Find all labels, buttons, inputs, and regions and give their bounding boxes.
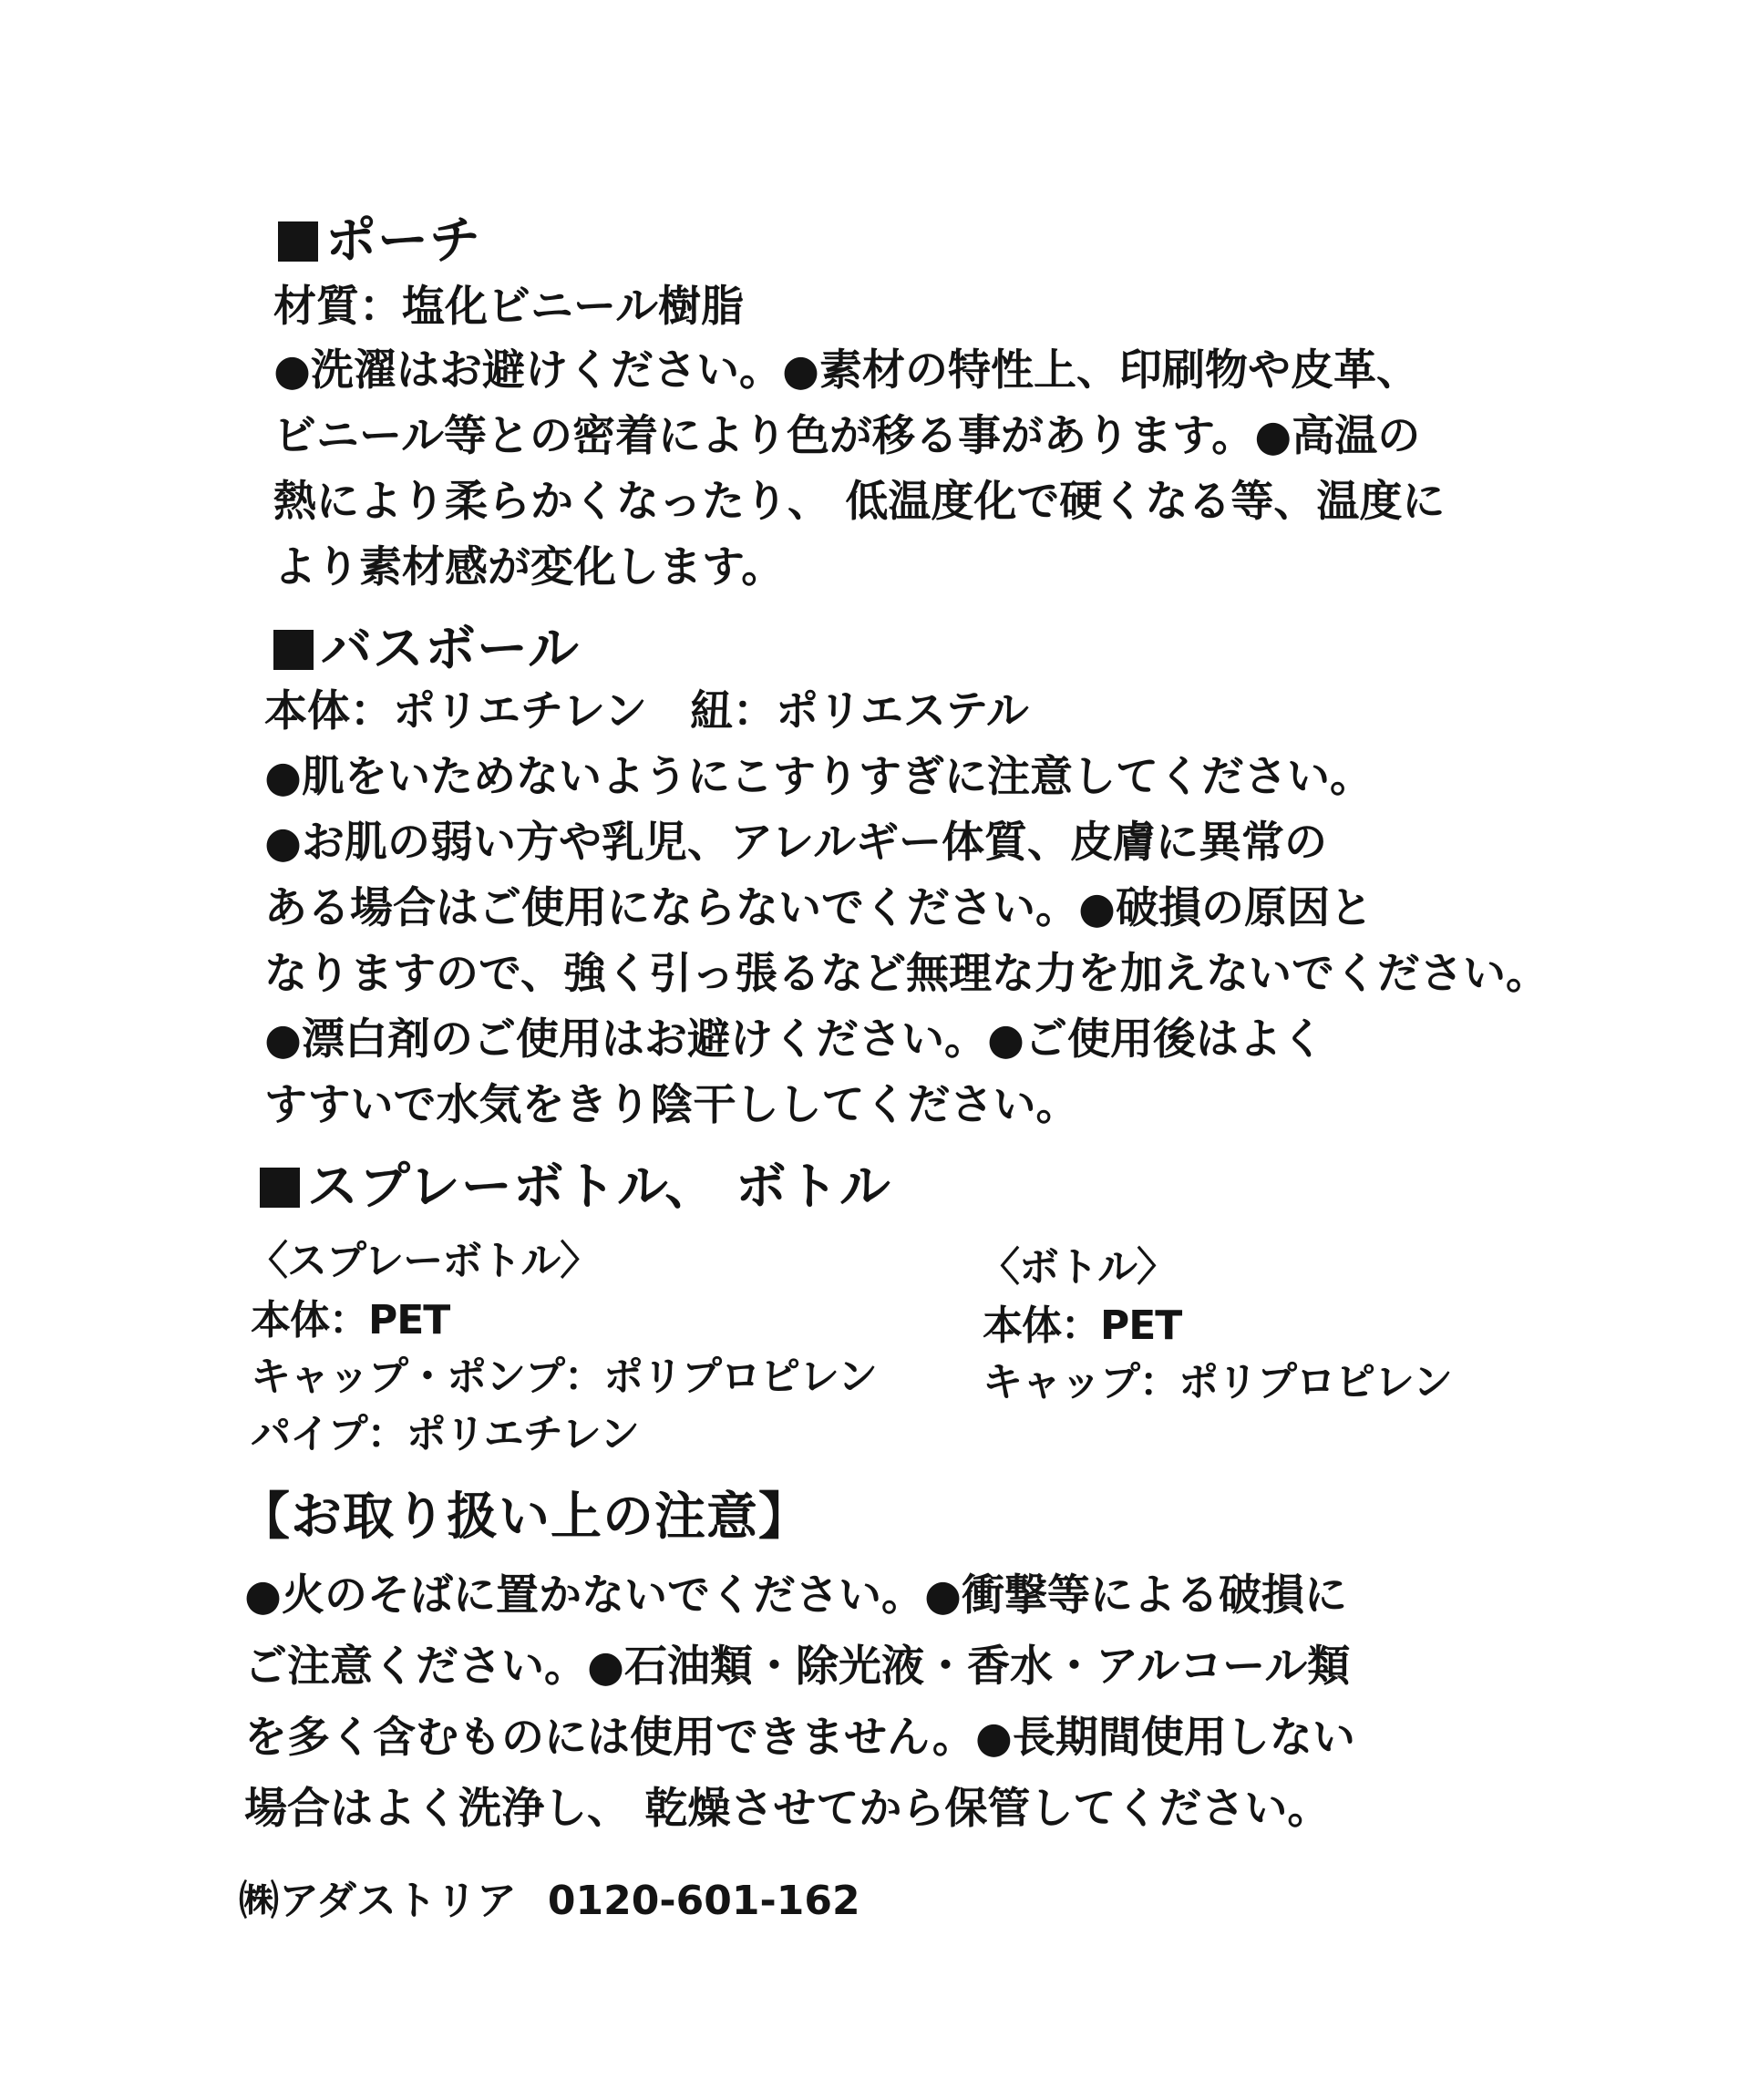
bathball-line-3: ある場合はご使用にならないでください。●破損の原因と [264,883,1374,933]
company-footer [239,1876,860,1927]
caution-line-1: ●火のそばに置かないでください。●衝撃等による破損に [244,1570,1348,1621]
pouch-line-1: ●洗濯はお避けください。●素材の特性上、印刷物や皮革、 [273,345,1420,396]
bottles-heading-text: スプレーボトル、 ボトル [307,1158,891,1217]
square-bullet-icon [273,630,314,670]
bottle-body: 本体：PET [983,1302,1182,1349]
spray-bottle-pipe: パイプ：ポリエチレン [251,1411,639,1457]
company-name: ㈱アダストリア [239,1878,517,1924]
bathball-line-6: すすいで水気をきり陰干ししてください。 [264,1080,1079,1130]
pouch-heading [278,211,481,272]
square-bullet-icon [278,221,318,262]
bottles-heading [260,1158,891,1218]
bathball-line-4: なりますので、強く引っ張るなど無理な力を加えないでください。 [264,949,1549,999]
bathball-heading-text: バスボール [321,620,580,679]
bathball-line-1: ●肌をいためないようにこすりすぎに注意してください。 [264,752,1374,802]
bathball-heading [273,620,580,680]
bathball-line-5: ●漂白剤のご使用はお避けください。●ご使用後はよく [264,1014,1325,1065]
spray-bottle-title: 〈スプレーボトル〉 [248,1238,600,1284]
bathball-material: 本体：ポリエチレン 紐：ポリエステル [264,686,1029,736]
pouch-material: 材質：塩化ビニール樹脂 [273,282,745,332]
spray-bottle-cap-pump: キャップ・ポンプ：ポリプロピレン [251,1354,877,1400]
pouch-line-3: 熱により柔らかくなったり、 低温度化で硬くなる等、温度に [273,477,1446,527]
pouch-line-4: より素材感が変化します。 [273,542,785,592]
bottle-cap: キャップ：ポリプロピレン [983,1359,1452,1405]
caution-heading: 【お取り扱い上の注意】 [239,1488,810,1547]
pouch-heading-text: ポーチ [325,211,481,271]
square-bullet-icon [260,1168,300,1208]
bottle-title: 〈ボトル〉 [980,1244,1176,1291]
caution-line-4: 場合はよく洗浄し、 乾燥させてから保管してください。 [244,1784,1331,1834]
caution-line-3: を多く含むものには使用できません。●長期間使用しない [244,1713,1355,1763]
caution-line-2: ご注意ください。●石油類・除光液・香水・アルコール類 [244,1642,1351,1692]
phone-number: 0120-601-162 [547,1878,860,1924]
pouch-line-2: ビニール等との密着により色が移る事があります。●高温の [273,411,1421,461]
spray-bottle-body: 本体：PET [251,1297,450,1343]
bathball-line-2: ●お肌の弱い方や乳児、アレルギー体質、皮膚に異常の [264,818,1327,868]
